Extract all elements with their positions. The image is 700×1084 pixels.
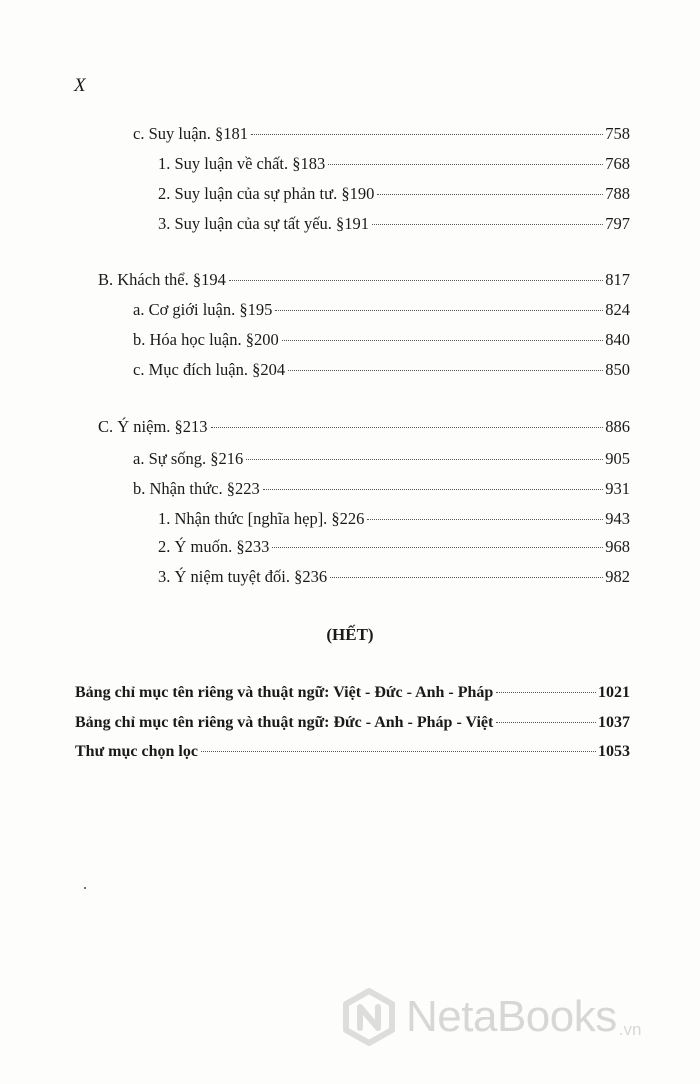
dot-leader	[282, 339, 604, 341]
dot-leader	[211, 426, 604, 428]
toc-entry	[75, 740, 630, 764]
page-number: X	[74, 75, 86, 96]
toc-entry	[158, 535, 630, 559]
toc-entry	[133, 298, 630, 322]
toc-entry-page: 840	[605, 330, 630, 349]
dot-leader	[263, 488, 604, 490]
toc-entry-label: c. Mục đích luận. §204	[133, 360, 286, 379]
toc-entry-page: 886	[605, 417, 630, 436]
toc-entry-page: 982	[605, 567, 630, 586]
dot-leader	[328, 163, 603, 165]
toc-entry-label: 1. Nhận thức [nghĩa hẹp]. §226	[158, 509, 365, 528]
toc-entry-page: 943	[605, 509, 630, 528]
toc-entry	[133, 447, 630, 471]
toc-entry-page: 931	[605, 479, 630, 498]
toc-entry-label: 2. Suy luận của sự phản tư. §190	[158, 184, 375, 203]
dot-leader	[367, 518, 603, 520]
dot-leader	[246, 458, 603, 460]
dot-leader	[330, 576, 603, 578]
scan-speck	[84, 887, 86, 889]
toc-entry-page: 1037	[598, 714, 630, 731]
toc-entry	[158, 152, 630, 176]
toc-entry	[133, 358, 630, 382]
toc-entry-page: 1021	[598, 684, 630, 701]
toc-entry	[98, 268, 630, 292]
dot-leader	[201, 750, 596, 752]
toc-entry-label: 3. Suy luận của sự tất yếu. §191	[158, 214, 370, 233]
toc-entry-page: 850	[605, 360, 630, 379]
toc-entry-label: C. Ý niệm. §213	[98, 417, 208, 436]
toc-entry	[133, 328, 630, 352]
toc-entry-page: 824	[605, 300, 630, 319]
dot-leader	[251, 133, 603, 135]
end-mark: (HẾT)	[326, 625, 374, 644]
toc-entry-page: 768	[605, 154, 630, 173]
toc-entry-page: 788	[605, 184, 630, 203]
netabooks-logo-icon	[340, 988, 398, 1046]
toc-entry-label: 3. Ý niệm tuyệt đối. §236	[158, 567, 328, 586]
dot-leader	[496, 691, 596, 693]
toc-entry-page: 758	[605, 124, 630, 143]
watermark	[340, 988, 641, 1046]
dot-leader	[496, 721, 596, 723]
toc-entry-label: 1. Suy luận về chất. §183	[158, 154, 326, 173]
watermark-domain: .vn	[618, 1020, 642, 1039]
toc-entry-label: b. Nhận thức. §223	[133, 479, 260, 498]
toc-entry-label: c. Suy luận. §181	[133, 124, 249, 143]
toc-entry	[75, 681, 630, 705]
toc-entry-page: 797	[605, 214, 630, 233]
toc-entry-label: Bảng chỉ mục tên riêng và thuật ngữ: Việt - Đức - Anh - Pháp	[75, 684, 494, 701]
toc-entry	[133, 477, 630, 501]
toc-entry-label: Bảng chỉ mục tên riêng và thuật ngữ: Đức - Anh - Pháp - Việt	[75, 714, 494, 731]
toc-entry-page: 817	[605, 270, 630, 289]
toc-entry-label: b. Hóa học luận. §200	[133, 330, 279, 349]
dot-leader	[229, 279, 603, 281]
dot-leader	[377, 193, 603, 195]
toc-entry-label: a. Cơ giới luận. §195	[133, 300, 273, 319]
toc-entry-page: 1053	[598, 743, 630, 760]
toc-entry	[98, 415, 630, 439]
toc-entry-label: B. Khách thể. §194	[98, 270, 226, 289]
toc-entry-page: 905	[605, 449, 630, 468]
dot-leader	[272, 546, 603, 548]
toc-entry-label: a. Sự sống. §216	[133, 449, 244, 468]
toc-entry	[158, 565, 630, 589]
dot-leader	[275, 309, 603, 311]
dot-leader	[288, 369, 603, 371]
toc-entry-label: Thư mục chọn lọc	[75, 743, 198, 760]
toc-entry	[158, 182, 630, 206]
dot-leader	[372, 223, 603, 225]
toc-entry-page: 968	[605, 537, 630, 556]
toc-entry	[158, 507, 630, 531]
toc-entry	[158, 212, 630, 236]
watermark-brand: NetaBooks	[406, 992, 617, 1041]
toc-entry	[75, 711, 630, 735]
toc-entry-label: 2. Ý muốn. §233	[158, 537, 270, 556]
toc-entry	[133, 122, 630, 146]
